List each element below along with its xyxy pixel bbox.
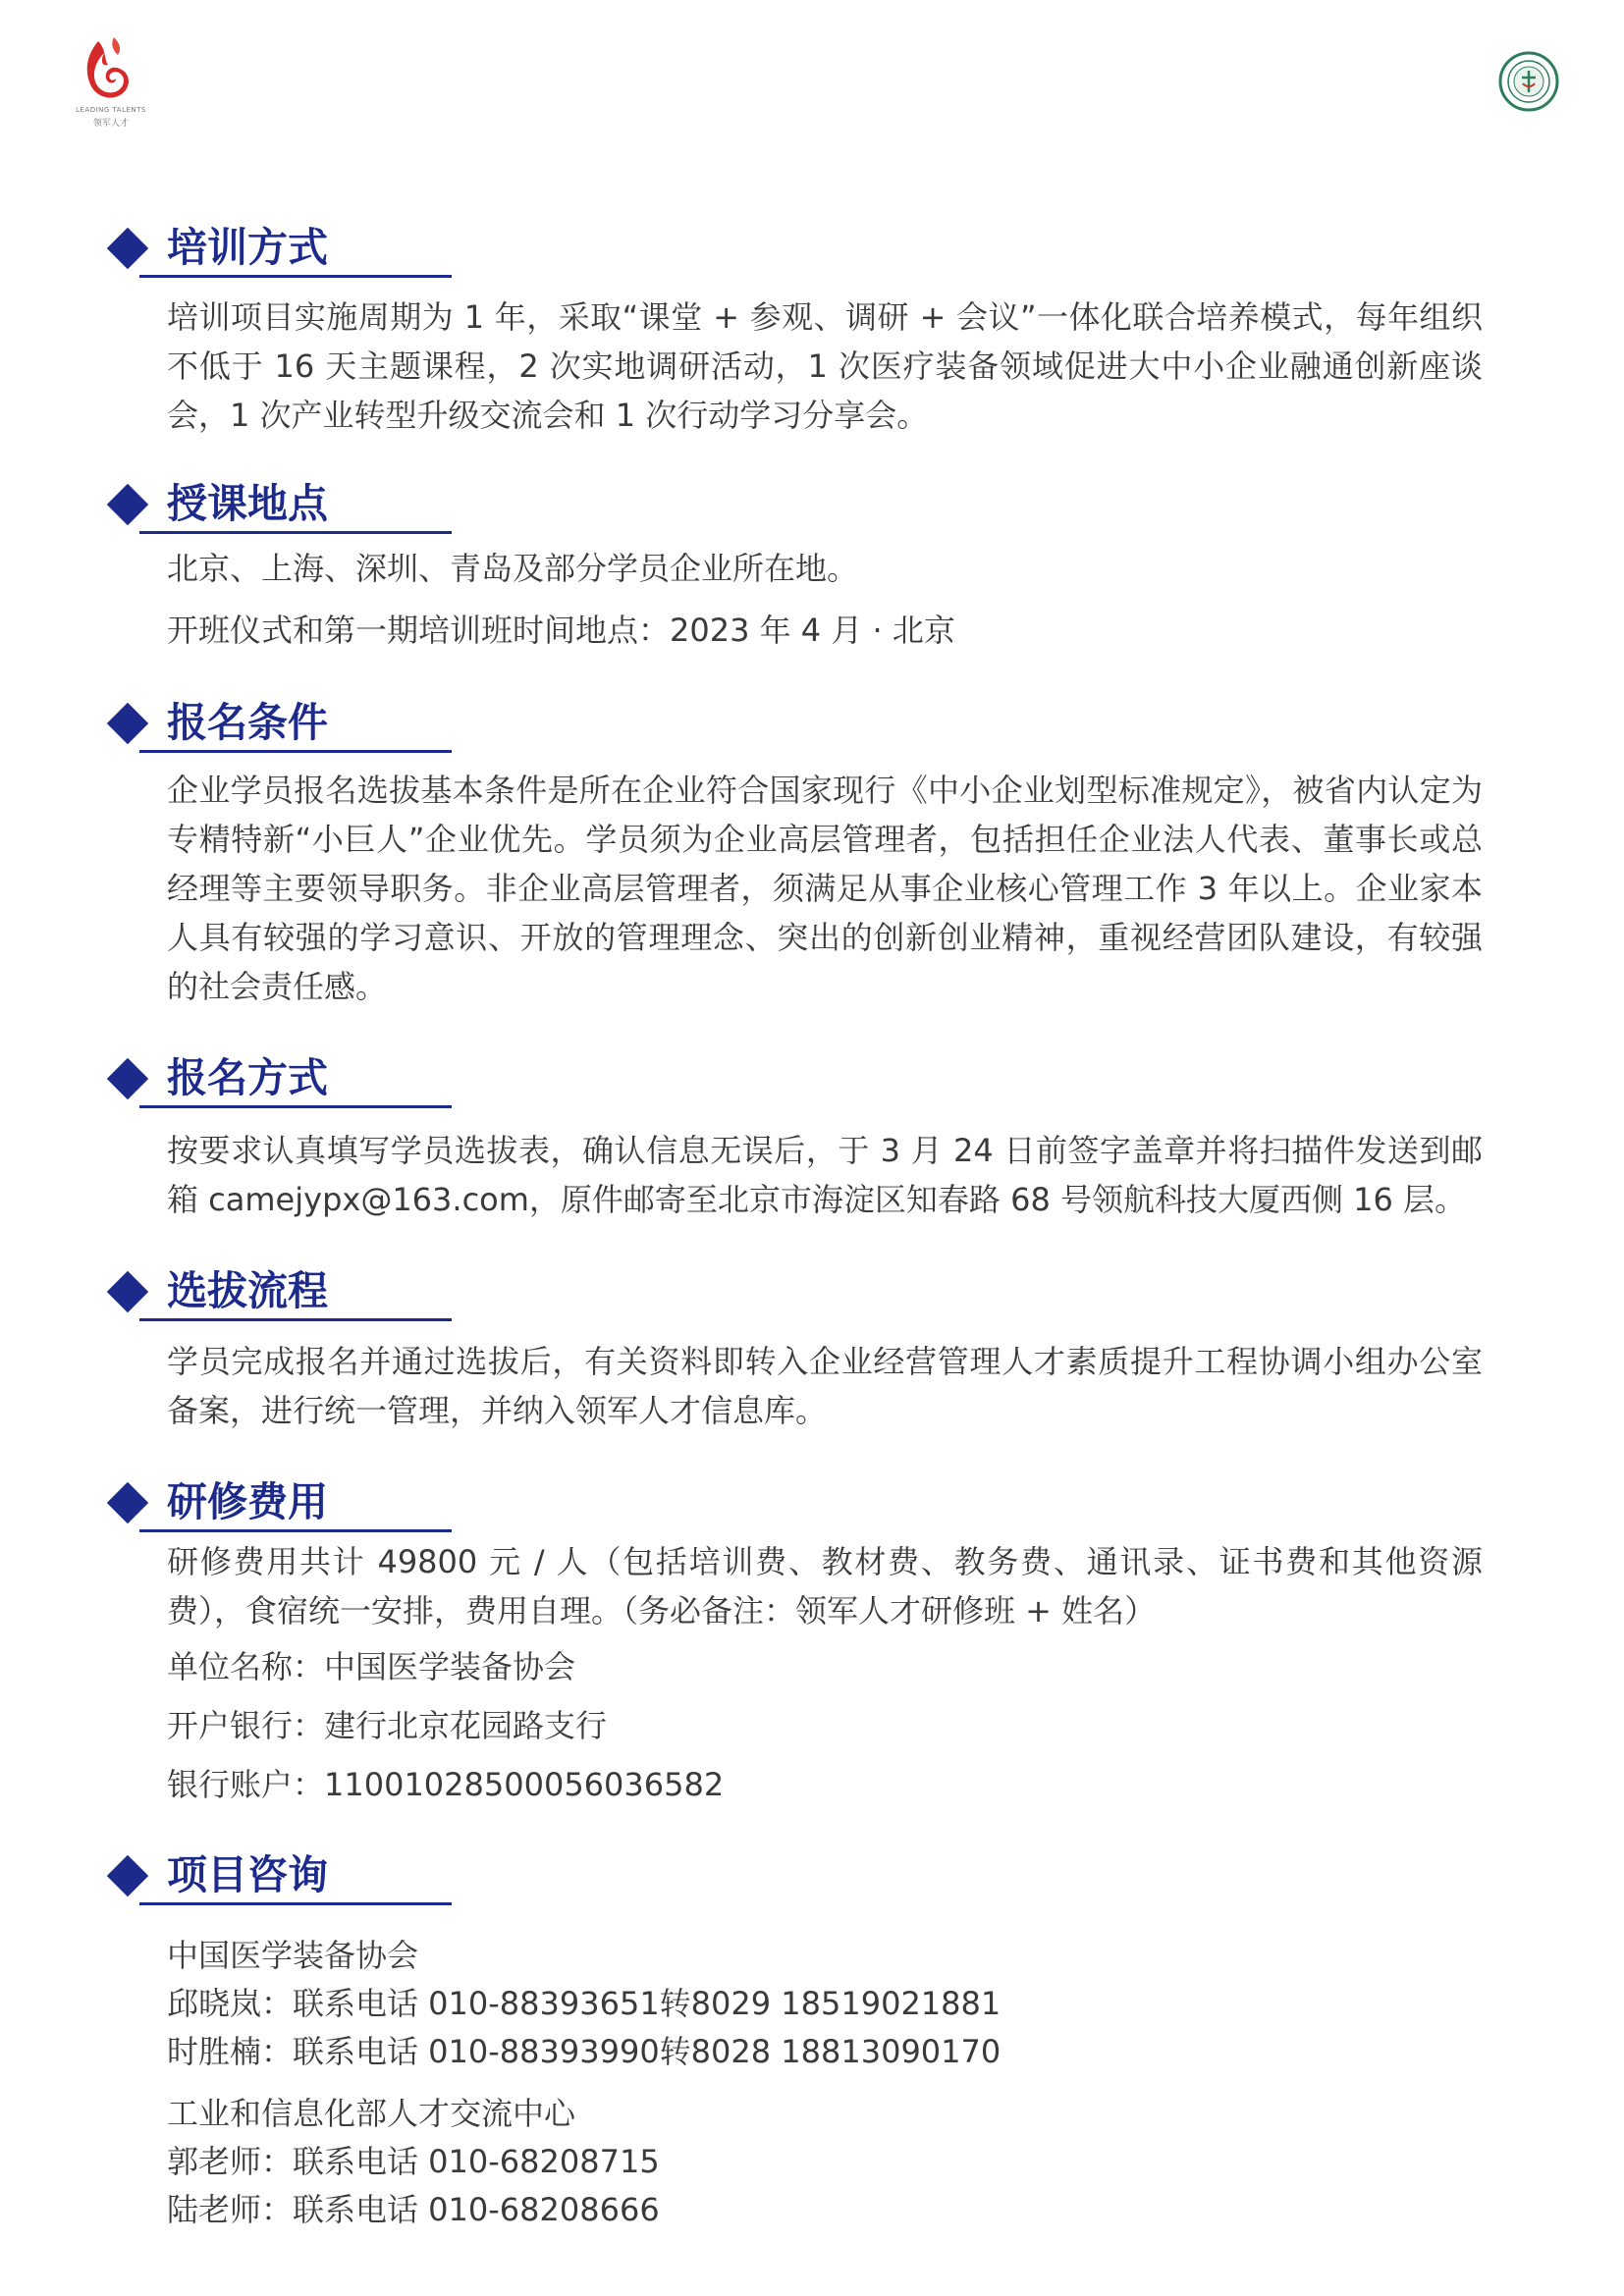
diamond-bullet-icon: [107, 1855, 148, 1896]
opening-ceremony-info: 开班仪式和第一期培训班时间地点：2023 年 4 月 · 北京: [167, 612, 955, 649]
section-title: 报名条件: [167, 699, 328, 746]
association-seal-icon: [1498, 51, 1559, 112]
leading-talents-logo: [69, 35, 153, 130]
bank-name: 开户银行：建行北京花园路支行: [167, 1707, 608, 1744]
contact-person-2: 时胜楠：联系电话 010-88393990转8028 18813090170: [167, 2033, 1001, 2070]
contact-org-1: 中国医学装备协会: [167, 1937, 419, 1974]
contact-person-3: 郭老师：联系电话 010-68208715: [167, 2143, 660, 2180]
registration-text: 按要求认真填写学员选拔表，确认信息无误后，于 3 月 24 日前签字盖章并将扫描件发送到邮箱 camejypx@163.com，原件邮寄至北京市海淀区知春路 68 号领航科技大厦西侧 16 层。: [167, 1132, 1483, 1218]
logo-caption-en: LEADING TALENTS: [76, 106, 146, 114]
requirements-text: 企业学员报名选拔基本条件是所在企业符合国家现行《中小企业划型标准规定》，被省内认定为专精特新“小巨人”企业优先。学员须为企业高层管理者，包括担任企业法人代表、董事长或总经理等主要领导职务。非企业高层管理者，须满足从事企业核心管理工作 3 年以上。企业家本人具有较强的学习意识、开放的管理理念、突出的创新创业精神，重视经营团队建设，有较强的社会责任感。: [167, 772, 1483, 1005]
association-seal: [1498, 51, 1559, 116]
section-title: 项目咨询: [167, 1851, 328, 1898]
diamond-bullet-icon: [107, 1482, 148, 1523]
contact-org-2: 工业和信息化部人才交流中心: [167, 2095, 576, 2132]
fees-text: 研修费用共计 49800 元 / 人（包括培训费、教材费、教务费、通讯录、证书费和其他资源费），食宿统一安排，费用自理。（务必备注：领军人才研修班 + 姓名）: [167, 1543, 1483, 1629]
section-title: 选拔流程: [167, 1267, 328, 1314]
section-title: 授课地点: [167, 480, 328, 527]
selection-text: 学员完成报名并通过选拔后，有关资料即转入企业经营管理人才素质提升工程协调小组办公室备案，进行统一管理，并纳入领军人才信息库。: [167, 1343, 1483, 1429]
flame-logo-icon: [69, 35, 153, 106]
contact-person-1: 邱晓岚：联系电话 010-88393651转8029 18519021881: [167, 1985, 1001, 2022]
diamond-bullet-icon: [107, 228, 148, 269]
contact-person-4: 陆老师：联系电话 010-68208666: [167, 2191, 660, 2228]
diamond-bullet-icon: [107, 1271, 148, 1312]
logo-caption-cn: 领军人才: [92, 119, 129, 129]
diamond-bullet-icon: [107, 484, 148, 525]
section-title: 研修费用: [167, 1478, 328, 1525]
bank-account: 银行账户：11001028500056036582: [167, 1766, 725, 1803]
training-mode-text: 培训项目实施周期为 1 年，采取“课堂 + 参观、调研 + 会议”一体化联合培养模式，每年组织不低于 16 天主题课程，2 次实地调研活动，1 次医疗装备领域促进大中小企业融通创新座谈会，1 次产业转型升级交流会和 1 次行动学习分享会。: [167, 298, 1483, 434]
section-title: 培训方式: [167, 224, 328, 271]
location-cities: 北京、上海、深圳、青岛及部分学员企业所在地。: [167, 550, 859, 587]
section-title: 报名方式: [167, 1054, 328, 1101]
diamond-bullet-icon: [107, 703, 148, 744]
diamond-bullet-icon: [107, 1058, 148, 1099]
payee-name: 单位名称：中国医学装备协会: [167, 1648, 576, 1685]
